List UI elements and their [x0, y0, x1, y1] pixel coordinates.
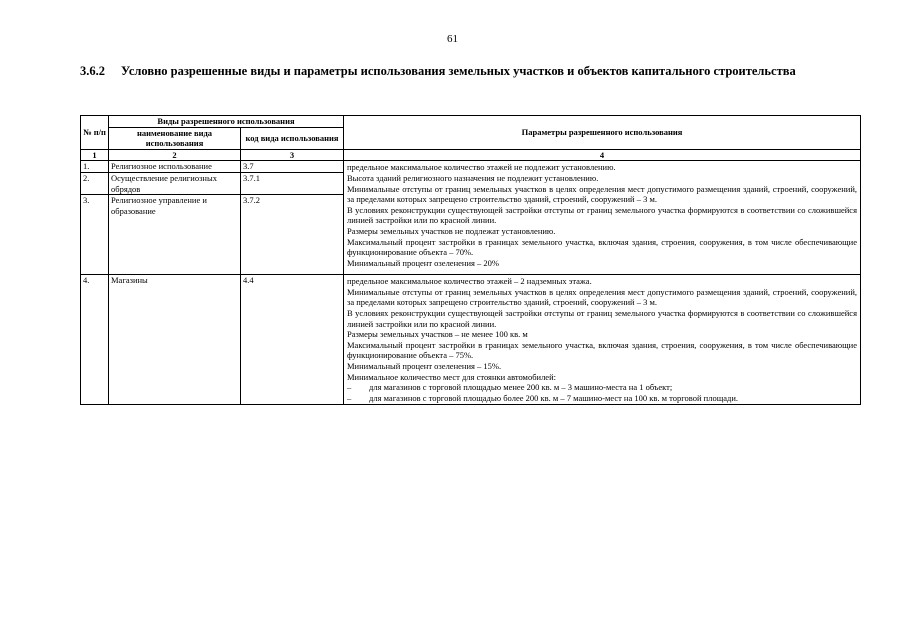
table-header-row — [81, 116, 861, 128]
param-line: В условиях реконструкции существующей застройки отступы от границ земельного участка формируются в соответствии со сложившейся линией застройки или по красной линии. — [347, 204, 857, 226]
row-code: 3.7.1 — [241, 172, 344, 194]
param-line: Минимальные отступы от границ земельных участков в целях определения мест допустимого размещения зданий, строений, сооружений, за пределами которых запрещено строительство зданий, строений, сооружений – 3 м. — [347, 183, 857, 205]
header-name: наименование вида использования — [109, 127, 241, 149]
row-name: Религиозное использование — [109, 161, 241, 173]
row-name: Осуществление религиозных обрядов — [109, 172, 241, 194]
header-params: Параметры разрешенного использования — [344, 116, 861, 150]
header-group: Виды разрешенного использования — [109, 116, 344, 128]
param-line: Минимальный процент озеленения – 15%. — [347, 360, 502, 371]
header-num: № п/п — [81, 116, 109, 150]
list-item-text: для магазинов с торговой площадью более 200 кв. м – 7 машино-мест на 100 кв. м торговой площади. — [369, 392, 739, 403]
param-line: предельное максимальное количество этажей не подлежит установлению. — [347, 162, 616, 173]
list-marker: – — [347, 392, 352, 403]
section-heading — [80, 63, 858, 80]
col-number: 4 — [344, 149, 861, 161]
param-line: В условиях реконструкции существующей застройки отступы от границ земельного участка формируются в соответствии со сложившейся линией застройки или по красной линии. — [347, 307, 857, 329]
row-name: Религиозное управление и образование — [109, 195, 241, 275]
params-cell-2 — [344, 275, 861, 405]
params-cell-1 — [344, 161, 861, 275]
page-number: 61 — [447, 33, 458, 45]
param-line: предельное максимальное количество этажей – 2 надземных этажа. — [347, 276, 592, 287]
col-number: 3 — [241, 149, 344, 161]
param-line: Размеры земельных участков – не менее 100 кв. м — [347, 329, 528, 340]
param-line: Максимальный процент застройки в границах земельного участка, включая здания, строения, сооружения, в том числе обеспечивающие функционирование объекта – 70%. — [347, 236, 857, 258]
table-row — [81, 161, 861, 173]
param-line: Минимальное количество мест для стоянки автомобилей: — [347, 371, 556, 382]
row-num: 1. — [81, 161, 109, 173]
row-num: 4. — [81, 275, 109, 405]
header-code: код вида использования — [241, 127, 344, 149]
param-line: Размеры земельных участков не подлежат установлению. — [347, 225, 556, 236]
section-title: Условно разрешенные виды и параметры использования земельных участков и объектов капитального строительства — [121, 64, 796, 78]
param-line: Минимальный процент озеленения – 20% — [347, 257, 499, 268]
param-list-item — [347, 393, 857, 404]
param-line: Высота зданий религиозного назначения не подлежит установлению. — [347, 172, 599, 183]
section-number: 3.6.2 — [80, 64, 105, 78]
row-code: 4.4 — [241, 275, 344, 405]
col-number: 1 — [81, 149, 109, 161]
col-number: 2 — [109, 149, 241, 161]
row-code: 3.7 — [241, 161, 344, 173]
row-code: 3.7.2 — [241, 195, 344, 275]
table-row — [81, 275, 861, 405]
column-number-row — [81, 149, 861, 161]
param-line: Максимальный процент застройки в границах земельного участка, включая здания, строения, сооружения, в том числе обеспечивающие функционирование объекта – 75%. — [347, 339, 857, 361]
row-num: 3. — [81, 195, 109, 275]
param-list-item — [347, 382, 857, 393]
list-marker: – — [347, 382, 352, 393]
row-name: Магазины — [109, 275, 241, 405]
list-item-text: для магазинов с торговой площадью менее 200 кв. м – 3 машино-места на 1 объект; — [369, 382, 673, 393]
row-num: 2. — [81, 172, 109, 194]
param-line: Минимальные отступы от границ земельных участков в целях определения мест допустимого размещения зданий, строений, сооружений, за пределами которых запрещено строительство зданий, строений, сооружений – 3 м. — [347, 286, 857, 308]
land-use-table — [80, 115, 861, 405]
